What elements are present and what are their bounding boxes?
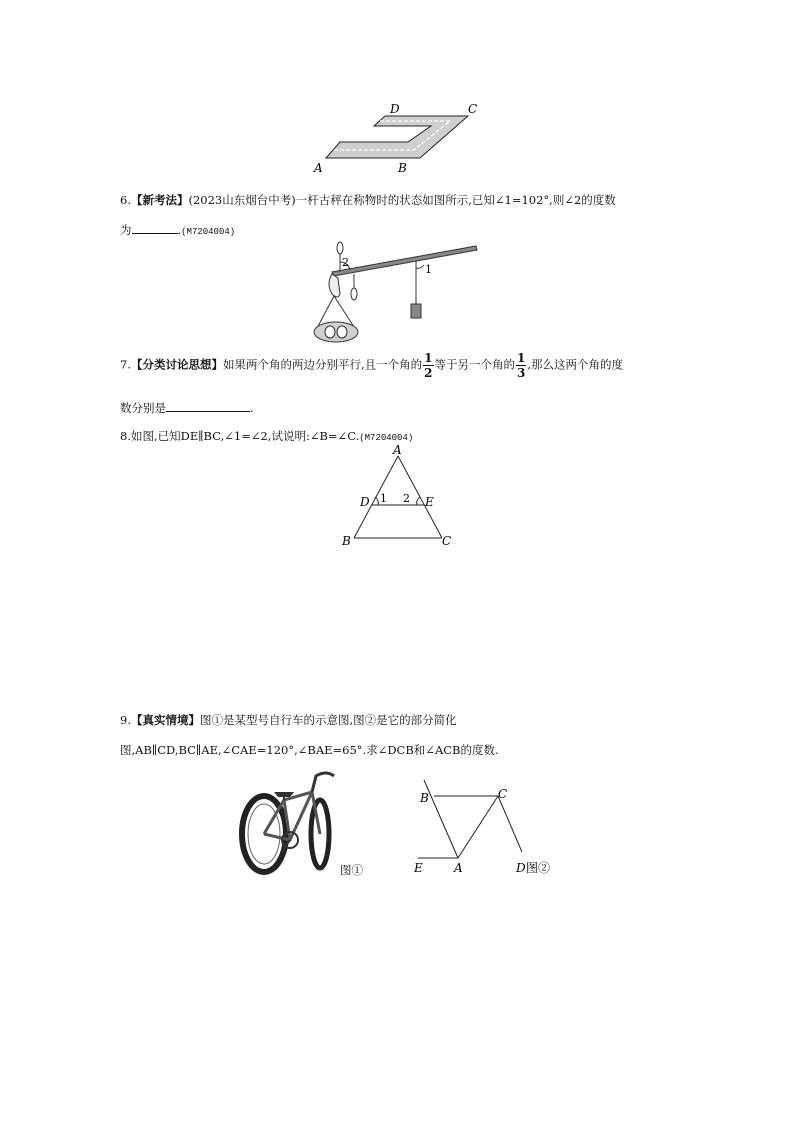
q7-line1 bbox=[120, 352, 623, 379]
triangle-label-a: A bbox=[393, 443, 402, 457]
q6-prefix: 为 bbox=[120, 223, 132, 237]
steelyard-figure bbox=[310, 238, 485, 344]
triangle-label-c: C bbox=[442, 534, 452, 548]
triangle-label-1: 1 bbox=[380, 492, 387, 505]
strip-figure bbox=[310, 96, 490, 176]
fig2-label-d: D bbox=[516, 861, 526, 875]
strip-label-d: D bbox=[390, 102, 400, 116]
q9-tag: 【真实情境】 bbox=[130, 713, 200, 727]
q7-frac1-num: 1 bbox=[424, 351, 433, 365]
strip-label-a: A bbox=[314, 161, 323, 175]
steelyard-angle-1: 1 bbox=[425, 263, 432, 276]
q7-text1: 如果两个角的两边分别平行,且一个角的 bbox=[222, 357, 423, 372]
q9-line2 bbox=[120, 742, 499, 758]
q7-frac2-den: 3 bbox=[517, 366, 526, 380]
q7-fraction-third bbox=[516, 352, 526, 379]
q9-line1 bbox=[120, 712, 457, 728]
fig2-label-c: C bbox=[498, 787, 508, 801]
q8-code: (M7204004) bbox=[359, 433, 414, 443]
q6-number: 6. bbox=[120, 193, 131, 207]
steelyard-angle-2: 2 bbox=[342, 256, 349, 269]
q7-frac1-den: 2 bbox=[424, 366, 433, 380]
triangle-label-e: E bbox=[425, 495, 434, 509]
fig2-label-b: B bbox=[420, 791, 429, 805]
q7-frac2-num: 1 bbox=[517, 351, 526, 365]
simplified-figure bbox=[410, 774, 560, 876]
q7-prefix: 数分别是 bbox=[120, 401, 166, 415]
q7-suffix: . bbox=[250, 401, 254, 415]
q7-text2: 等于另一个角的 bbox=[434, 357, 515, 372]
q6-tag: 【新考法】 bbox=[130, 193, 189, 207]
q7-fraction-half bbox=[423, 352, 433, 379]
q7-text3: ,那么这两个角的度 bbox=[527, 357, 624, 372]
q6-line1 bbox=[120, 192, 616, 208]
q6-suffix: . bbox=[177, 223, 182, 237]
triangle-label-d: D bbox=[360, 495, 370, 509]
fig2-caption: 图② bbox=[526, 861, 551, 875]
q6-answer-blank[interactable] bbox=[132, 222, 178, 234]
q7-number: 7. bbox=[120, 357, 131, 372]
q6-line2 bbox=[120, 222, 235, 238]
q6-code: (M7204004) bbox=[181, 227, 236, 237]
q9-text1: 图①是某型号自行车的示意图,图②是它的部分简化 bbox=[199, 713, 457, 727]
strip-label-c: C bbox=[468, 102, 478, 116]
q9-number: 9. bbox=[120, 713, 131, 727]
q7-line2 bbox=[120, 400, 254, 416]
q9-text2: 图,AB∥CD,BC∥AE,∠CAE=120°,∠BAE=65°.求∠DCB和∠ACB的度数. bbox=[120, 743, 499, 757]
q8-text: 8.如图,已知DE∥BC,∠1=∠2,试说明:∠B=∠C. bbox=[120, 429, 360, 443]
q7-answer-blank[interactable] bbox=[166, 400, 250, 412]
q6-text: (2023山东烟台中考)一杆古秤在称物时的状态如图所示,已知∠1=102°,则∠2的度数 bbox=[188, 193, 616, 207]
triangle-label-b: B bbox=[342, 534, 351, 548]
bicycle-caption: 图① bbox=[340, 863, 363, 877]
strip-label-b: B bbox=[398, 161, 407, 175]
fig2-label-a: A bbox=[454, 861, 463, 875]
triangle-figure bbox=[336, 442, 466, 550]
q7-tag: 【分类讨论思想】 bbox=[130, 357, 223, 372]
triangle-label-2: 2 bbox=[403, 492, 410, 505]
fig2-label-e: E bbox=[414, 861, 423, 875]
